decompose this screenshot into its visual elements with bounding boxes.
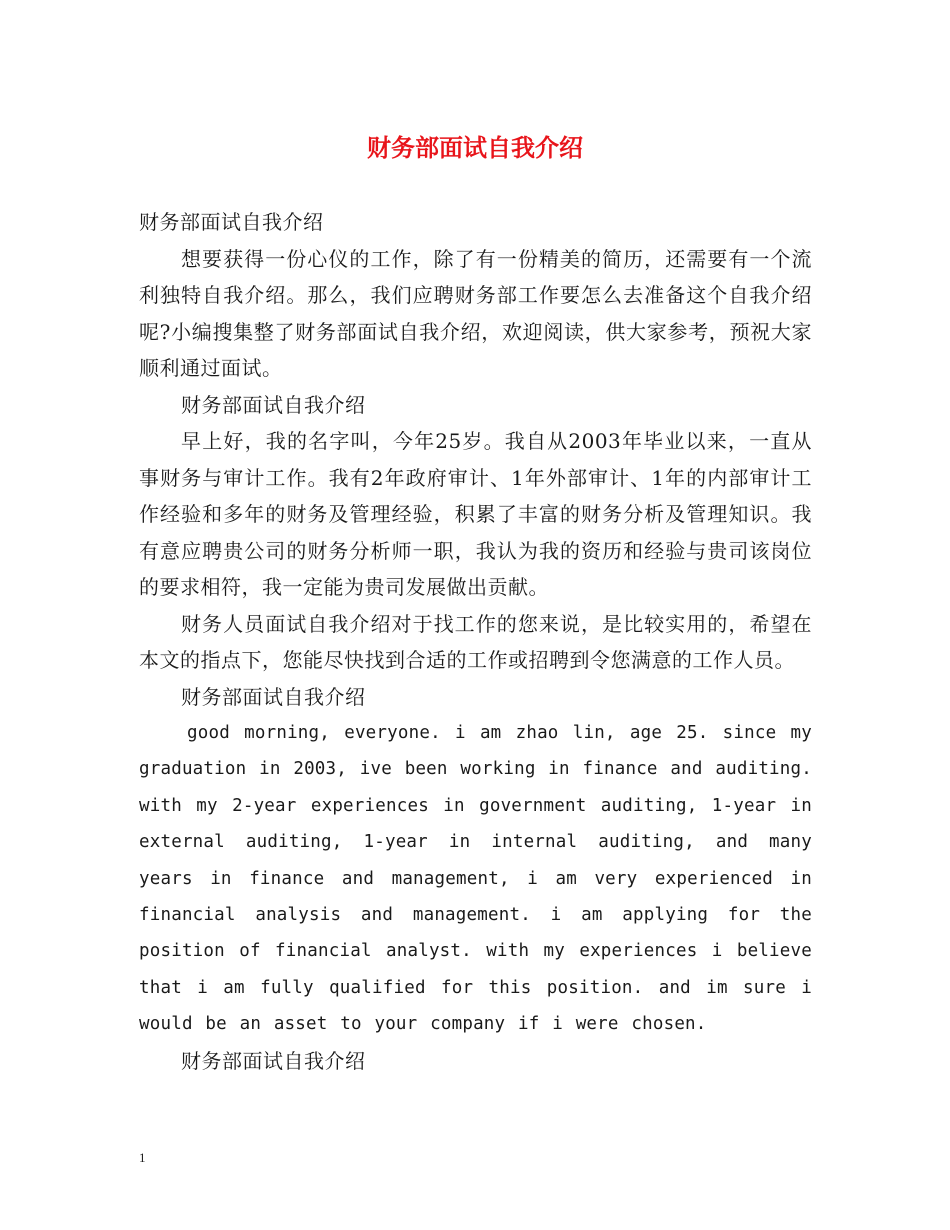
english-self-intro-paragraph: good morning, everyone. i am zhao lin, age 25. since my graduation in 2003, ive been working in finance and auditing. with my 2-year experiences in government auditing, 1-year in external auditing, 1-year in internal auditing, and many years in finance and management, i am very experienced in financial analysis and management. i am applying for the position of financial analyst. with my experiences i believe that i am fully qualified for this position. and im sure i would be an asset to your company if i were chosen. <box>139 723 812 1035</box>
document-title: 财务部面试自我介绍 <box>367 133 583 162</box>
intro-paragraph: 想要获得一份心仪的工作，除了有一份精美的简历，还需要有一个流利独特自我介绍。那么，我们应聘财务部工作要怎么去准备这个自我介绍呢?小编搜集整了财务部面试自我介绍，欢迎阅读，供大家参考，预祝大家顺利通过面试。 <box>139 246 812 380</box>
page-number: 1 <box>139 1150 146 1165</box>
advice-paragraph: 财务人员面试自我介绍对于找工作的您来说，是比较实用的，希望在本文的指点下，您能尽快找到合适的工作或招聘到令您满意的工作人员。 <box>139 611 812 672</box>
section-heading-1: 财务部面试自我介绍 <box>181 392 366 417</box>
chinese-self-intro-paragraph: 早上好，我的名字叫，今年25岁。我自从2003年毕业以来，一直从事财务与审计工作。我有2年政府审计、1年外部审计、1年的内部审计工作经验和多年的财务及管理经验，积累了丰富的财务分析及管理知识。我有意应聘贵公司的财务分析师一职，我认为我的资历和经验与贵司该岗位的要求相符，我一定能为贵司发展做出贡献。 <box>139 429 812 599</box>
section-heading-2: 财务部面试自我介绍 <box>181 684 366 709</box>
subtitle-paragraph: 财务部面试自我介绍 <box>139 210 324 234</box>
section-heading-3: 财务部面试自我介绍 <box>181 1048 366 1073</box>
document-body <box>139 204 812 1079</box>
